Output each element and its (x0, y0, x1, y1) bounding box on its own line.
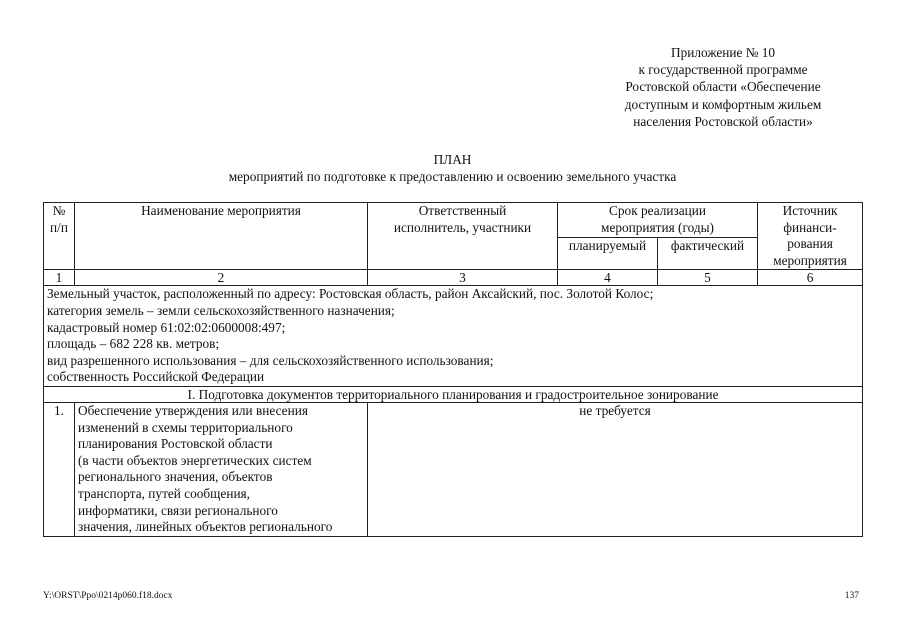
table-header-row (44, 203, 863, 238)
object-line: вид разрешенного использования – для сельскохозяйственного использования; (47, 352, 494, 368)
table-row (44, 402, 863, 536)
section-heading: I. Подготовка документов территориального планирования и градостроительное зонирование (44, 386, 863, 402)
column-number: 2 (75, 270, 368, 286)
header-responsible: Ответственный исполнитель, участники (368, 203, 558, 270)
object-description-row (44, 286, 863, 387)
plan-table (43, 202, 863, 537)
object-line: Земельный участок, расположенный по адресу: Ростовская область, район Аксайский, пос. Золотой Колос; (47, 286, 654, 302)
appendix-line: Ростовской области «Обеспечение (625, 79, 821, 95)
header-name: Наименование мероприятия (75, 203, 368, 270)
page-number: 137 (844, 591, 859, 601)
object-line: собственность Российской Федерации (47, 369, 265, 385)
column-number-row (44, 270, 863, 286)
file-path: Y:\ORST\Ppo\0214p060.f18.docx (43, 591, 173, 601)
appendix-block (593, 44, 853, 130)
header-actual: фактический (658, 238, 758, 270)
object-line: площадь – 682 228 кв. метров; (47, 336, 220, 352)
header-source: Источник финанси- рования мероприятия (758, 203, 863, 270)
object-line: категория земель – земли сельскохозяйственного назначения; (47, 302, 395, 318)
appendix-line: к государственной программе (638, 62, 808, 78)
appendix-line: населения Ростовской области» (633, 113, 813, 129)
object-description (44, 286, 863, 387)
column-number: 3 (368, 270, 558, 286)
task-status: не требуется (368, 402, 863, 536)
column-number: 6 (758, 270, 863, 286)
header-period: Срок реализации мероприятия (годы) (558, 203, 758, 238)
appendix-line: доступным и комфортным жильем (624, 96, 822, 112)
section-row (44, 386, 863, 402)
page-footer (43, 591, 859, 601)
column-number: 4 (558, 270, 658, 286)
header-planned: планируемый (558, 238, 658, 270)
plan-title: ПЛАН (433, 152, 472, 167)
appendix-line: Приложение № 10 (671, 45, 775, 60)
row-number: 1. (44, 402, 75, 536)
task-name: Обеспечение утверждения или внесения изменений в схемы территориального планирования Ростовской области (в части объектов энергетических систем регионального значения, объектов транспорта, путей сообщения, информатики, связи регионального значения, линейных объектов регионального (75, 402, 368, 536)
plan-heading (0, 151, 905, 185)
object-line: кадастровый номер 61:02:02:0600008:497; (47, 319, 286, 335)
column-number: 1 (44, 270, 75, 286)
header-num: № п/п (44, 203, 75, 270)
plan-subtitle: мероприятий по подготовке к предоставлению и освоению земельного участка (228, 169, 677, 184)
column-number: 5 (658, 270, 758, 286)
